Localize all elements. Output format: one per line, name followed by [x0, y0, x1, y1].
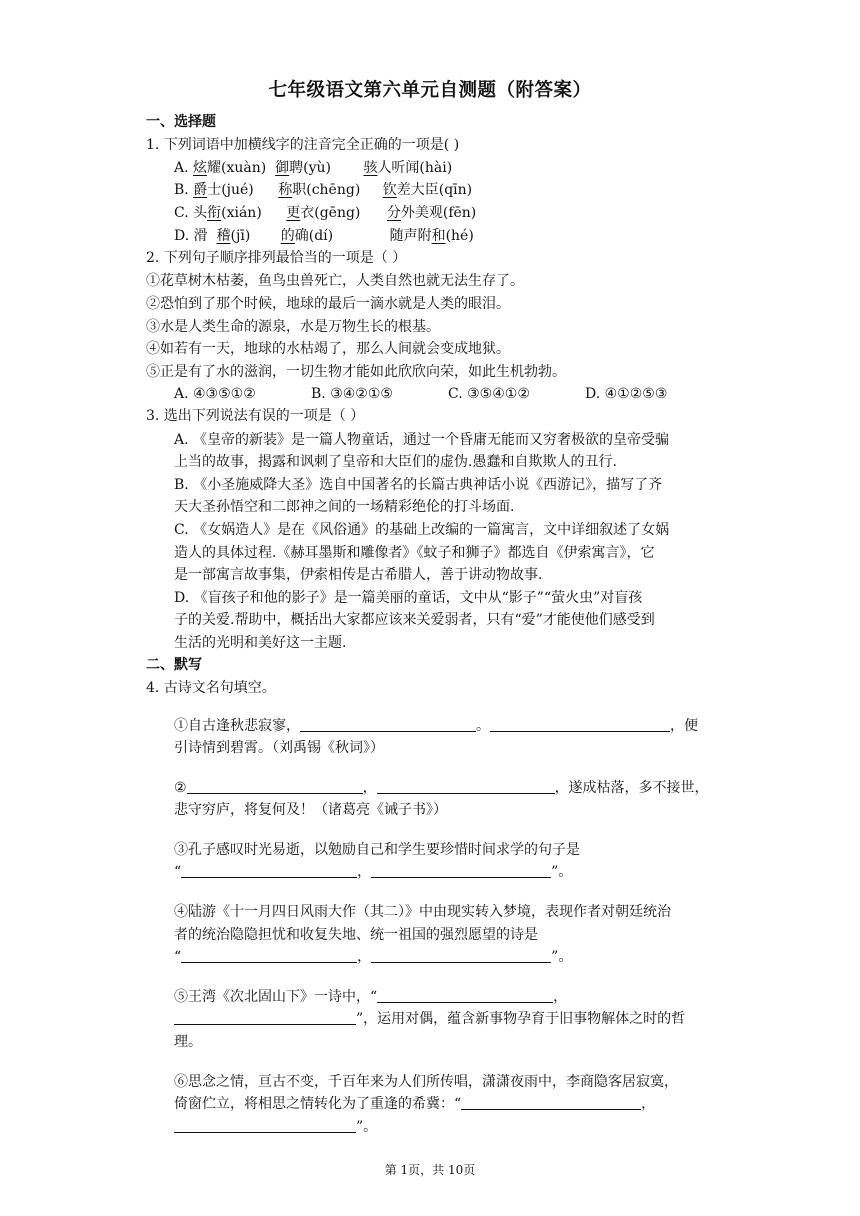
- answer-blank[interactable]: [300, 717, 476, 732]
- answer-blank[interactable]: [377, 779, 555, 794]
- question-1-option-c: C. 头衔(xián) 更衣(gēng) 分外美观(fēn): [174, 205, 477, 221]
- section-heading-dictation: 二、默写: [146, 657, 202, 673]
- fill-item-5-end: 理。: [174, 1034, 202, 1050]
- question-3-option-d-line-2: 子的关爱.帮助中，概括出大家都应该来关爱弱者，只有“爱”才能使他们感受到: [174, 612, 655, 628]
- fill-item-1: ①自古逢秋悲寂寥， 。 ，便: [174, 718, 698, 734]
- question-2-option-d: D. ④①②⑤③: [585, 386, 668, 402]
- question-2-option-b: B. ③④②①⑤: [311, 386, 393, 402]
- question-3-option-a-line-1: A. 《皇帝的新装》是一篇人物童话，通过一个昏庸无能而又穷奢极欲的皇帝受骗: [174, 432, 670, 448]
- question-2-sentence-5: ⑤正是有了水的滋润，一切生物才能如此欣欣向荣，如此生机勃勃。: [146, 364, 566, 380]
- answer-blank[interactable]: [371, 948, 551, 963]
- answer-blank[interactable]: [181, 948, 357, 963]
- question-2-stem: 2. 下列句子顺序排列最恰当的一项是（ ）: [146, 250, 407, 266]
- answer-blank[interactable]: [187, 779, 363, 794]
- fill-item-5: ⑤王湾《次北固山下》一诗中，“ ，: [174, 989, 568, 1005]
- fill-item-4-blanks: “ ， ”。: [174, 949, 573, 965]
- fill-item-2-cont: 悲守穷庐，将复何及！（诸葛亮《诫子书》）: [174, 802, 447, 818]
- question-2-sentence-3: ③水是人类生命的源泉，水是万物生长的根基。: [146, 319, 440, 335]
- question-3-option-c-line-1: C. 《女娲造人》是在《风俗通》的基础上改编的一篇寓言，文中详细叙述了女娲: [174, 522, 670, 538]
- section-heading-choice: 一、选择题: [146, 114, 216, 130]
- question-1-stem: 1. 下列词语中加横线字的注音完全正确的一项是( ): [146, 137, 460, 153]
- fill-item-5-cont: ”，运用对偶，蕴含新事物孕育于旧事物解体之时的哲: [174, 1009, 685, 1029]
- question-3-option-c-line-2: 造人的具体过程.《赫耳墨斯和雕像者》《蚊子和狮子》都选自《伊索寓言》，它: [174, 545, 655, 561]
- question-1-option-d: D. 滑 稽(jī) 的确(dí) 随声附和(hé): [174, 228, 474, 244]
- answer-blank[interactable]: [181, 863, 357, 878]
- fill-item-3-cont: “ ， ”。: [174, 864, 573, 880]
- fill-item-4-cont: 者的统治隐隐担忧和收复失地、统一祖国的强烈愿望的诗是: [174, 927, 538, 943]
- question-2-option-c: C. ③⑤④①②: [448, 386, 530, 402]
- question-3-option-b-line-2: 天大圣孙悟空和二郎神之间的一场精彩绝伦的打斗场面.: [174, 499, 515, 515]
- answer-blank[interactable]: [377, 988, 553, 1003]
- answer-blank[interactable]: [490, 717, 670, 732]
- question-3-stem: 3. 选出下列说法有误的一项是（ ）: [146, 408, 365, 424]
- question-3-option-d-line-3: 生活的光明和美好这一主题.: [174, 635, 347, 651]
- question-4-stem: 4. 古诗文名句填空。: [146, 680, 276, 696]
- question-3-option-b-line-1: B. 《小圣施威降大圣》选自中国著名的长篇古典神话小说《西游记》，描写了齐: [174, 477, 663, 493]
- question-3-option-d-line-1: D. 《盲孩子和他的影子》是一篇美丽的童话，文中从“影子”“萤火虫”对盲孩: [174, 590, 643, 606]
- question-2-sentence-2: ②恐怕到了那个时候，地球的最后一滴水就是人类的眼泪。: [146, 296, 510, 312]
- question-2-options: [174, 384, 667, 404]
- fill-item-4: ④陆游《十一月四日风雨大作（其二）》中由现实转入梦境，表现作者对朝廷统治: [174, 904, 671, 920]
- page-title: 七年级语文第六单元自测题（附答案）: [268, 80, 592, 101]
- page-number: 第 1页，共 10页: [384, 1163, 476, 1177]
- fill-item-6-end: ”。: [174, 1117, 377, 1137]
- fill-item-1-cont: 引诗情到碧霄。（刘禹锡《秋词》）: [174, 740, 384, 756]
- fill-item-6: ⑥思念之情，亘古不变，千百年来为人们所传唱，潇潇夜雨中，李商隐客居寂寞，: [174, 1074, 678, 1090]
- question-1-option-b: B. 爵士(jué) 称职(chēng) 钦差大臣(qīn): [174, 182, 473, 198]
- question-2-option-a: A. ④③⑤①②: [174, 386, 256, 402]
- fill-item-2: ② ， ，遂成枯落，多不接世，: [174, 780, 709, 796]
- answer-blank[interactable]: [371, 863, 551, 878]
- question-2-sentence-1: ①花草树木枯萎，鱼鸟虫兽死亡，人类自然也就无法生存了。: [146, 273, 524, 289]
- fill-item-3: ③孔子感叹时光易逝，以勉励自己和学生要珍惜时间求学的句子是: [174, 842, 580, 858]
- answer-blank[interactable]: [461, 1095, 641, 1110]
- fill-item-6-cont: 倚窗伫立，将相思之情转化为了重逢的希冀：“ ，: [174, 1096, 656, 1112]
- answer-blank[interactable]: [174, 1010, 356, 1025]
- answer-blank[interactable]: [174, 1118, 356, 1133]
- question-3-option-a-line-2: 上当的故事，揭露和讽刺了皇帝和大臣们的虚伪.愚蠢和自欺欺人的丑行.: [174, 454, 617, 470]
- question-2-sentence-4: ④如若有一天，地球的水枯竭了，那么人间就会变成地狱。: [146, 341, 510, 357]
- question-3-option-c-line-3: 是一部寓言故事集，伊索相传是古希腊人，善于讲动物故事.: [174, 567, 543, 583]
- question-1-option-a: A. 炫耀(xuàn) 御聘(yù) 骇人听闻(hài): [174, 160, 453, 176]
